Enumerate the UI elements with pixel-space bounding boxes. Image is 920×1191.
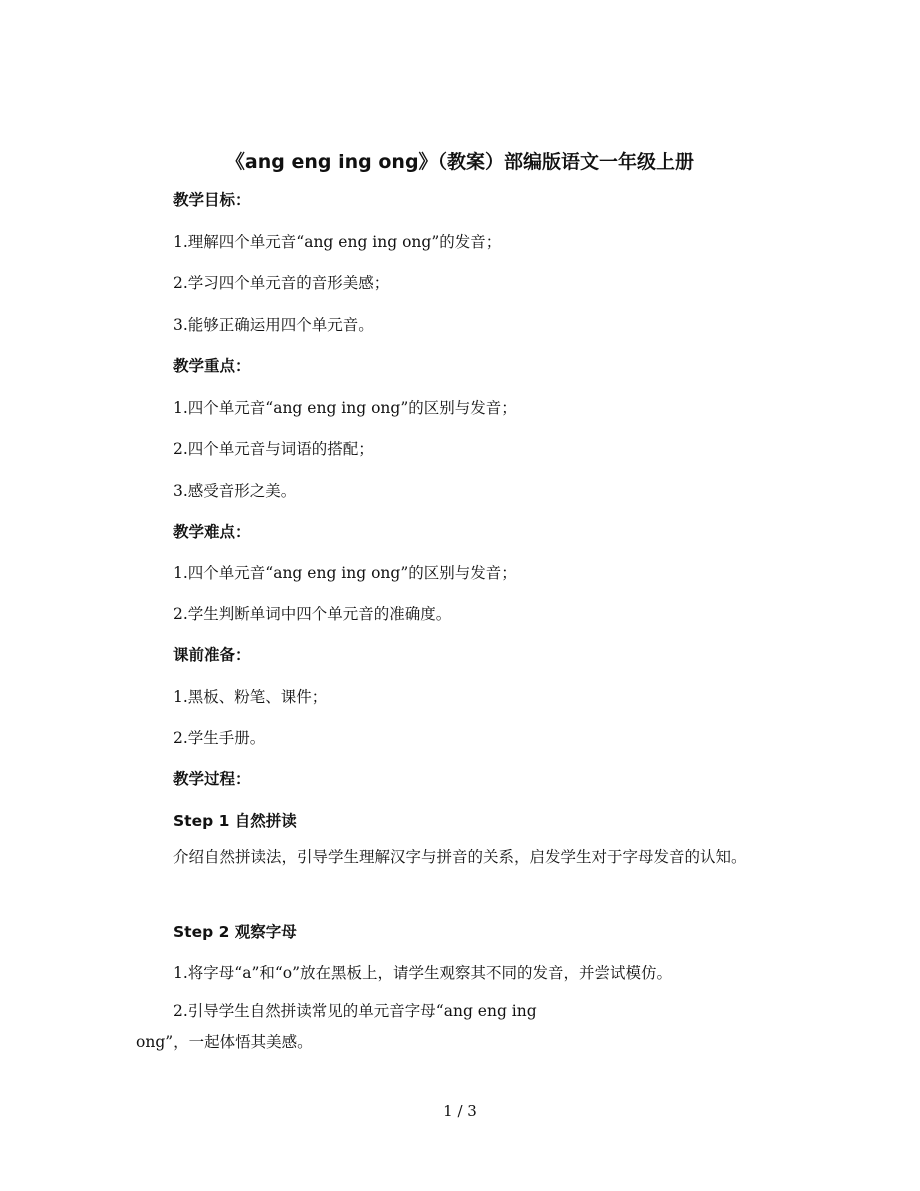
step-1-title: Step 1 自然拼读 (173, 812, 297, 830)
document-title: 《ang eng ing ong》（教案）部编版语文一年级上册 (225, 151, 695, 173)
step-2-item-2 (136, 996, 786, 1058)
step-2-item-2-line-1: 2.引导学生自然拼读常见的单元音字母“ang eng ing (173, 1002, 537, 1020)
page-indicator: 1 / 3 (443, 1102, 477, 1120)
section-heading-objectives: 教学目标： (173, 191, 251, 209)
list-item: 2.学习四个单元音的音形美感； (173, 274, 390, 292)
list-item: 3.感受音形之美。 (173, 482, 297, 500)
list-item: 1.四个单元音“ang eng ing ong”的区别与发音； (173, 399, 517, 417)
list-item: 2.学生判断单词中四个单元音的准确度。 (173, 605, 452, 623)
list-item: 1.黑板、粉笔、课件； (173, 688, 328, 706)
step-2-item-1: 1.将字母“a”和“o”放在黑板上，请学生观察其不同的发音，并尝试模仿。 (173, 964, 673, 982)
list-item: 3.能够正确运用四个单元音。 (173, 316, 374, 334)
list-item: 1.四个单元音“ang eng ing ong”的区别与发音； (173, 564, 517, 582)
step-1-text: 介绍自然拼读法，引导学生理解汉字与拼音的关系，启发学生对于字母发音的认知。 (173, 848, 747, 866)
list-item: 2.四个单元音与词语的搭配； (173, 440, 374, 458)
list-item: 2.学生手册。 (173, 729, 266, 747)
step-2-title: Step 2 观察字母 (173, 923, 297, 941)
section-heading-process: 教学过程： (173, 770, 251, 788)
section-heading-preparation: 课前准备： (173, 646, 251, 664)
section-heading-key-points: 教学重点： (173, 357, 251, 375)
list-item: 1.理解四个单元音“ang eng ing ong”的发音； (173, 233, 502, 251)
step-2-item-2-line-2: ong”，一起体悟其美感。 (136, 1033, 313, 1051)
section-heading-difficulties: 教学难点： (173, 523, 251, 541)
